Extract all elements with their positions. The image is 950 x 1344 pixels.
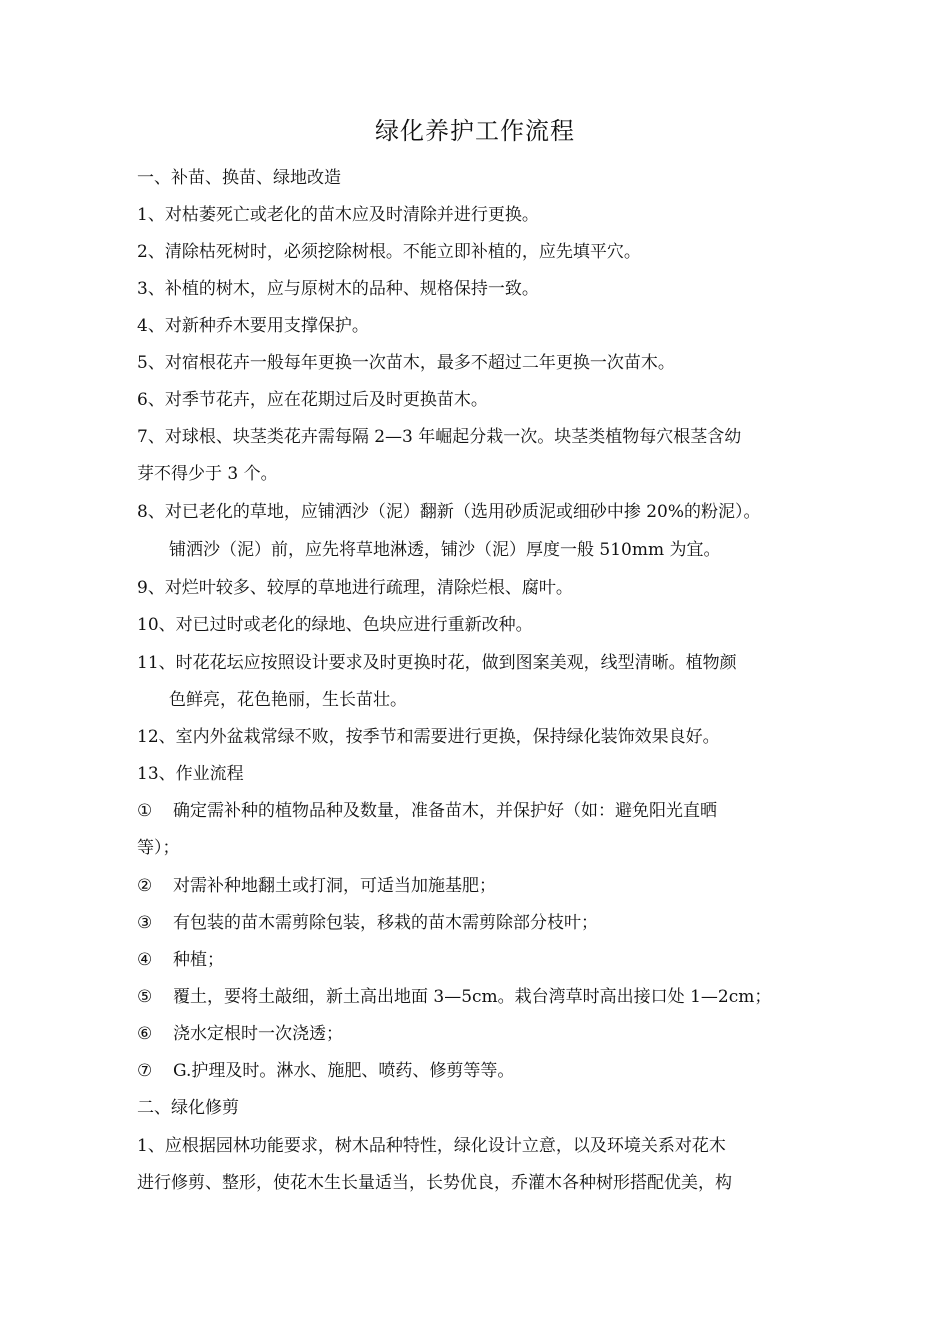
section-heading: 二、绿化修剪 bbox=[137, 1098, 239, 1118]
step-marker: ⑤ bbox=[137, 987, 153, 1007]
step-marker: ④ bbox=[137, 950, 153, 970]
paragraph-line: 进行修剪、整形，使花木生长量适当，长势优良，乔灌木各种树形搭配优美，构 bbox=[137, 1173, 732, 1193]
paragraph-line: 9、对烂叶较多、较厚的草地进行疏理，清除烂根、腐叶。 bbox=[137, 578, 573, 598]
step-item bbox=[137, 874, 496, 898]
paragraph-line: 13、作业流程 bbox=[137, 764, 244, 784]
step-marker: ① bbox=[137, 801, 153, 821]
step-text: 确定需补种的植物品种及数量，准备苗木，并保护好（如：避免阳光直晒 bbox=[173, 801, 717, 821]
paragraph-line: 12、室内外盆栽常绿不败，按季节和需要进行更换，保持绿化装饰效果良好。 bbox=[137, 727, 720, 747]
step-item bbox=[137, 1022, 343, 1046]
section-heading: 一、补苗、换苗、绿地改造 bbox=[137, 168, 341, 188]
step-text: G.护理及时。淋水、施肥、喷药、修剪等等。 bbox=[173, 1061, 515, 1081]
step-item bbox=[137, 836, 180, 860]
paragraph-line: 5、对宿根花卉一般每年更换一次苗木，最多不超过二年更换一次苗木。 bbox=[137, 353, 675, 373]
paragraph-line: 1、应根据园林功能要求，树木品种特性，绿化设计立意，以及环境关系对花木 bbox=[137, 1136, 726, 1156]
step-item bbox=[137, 985, 771, 1009]
paragraph-line: 10、对已过时或老化的绿地、色块应进行重新改种。 bbox=[137, 615, 533, 635]
paragraph-line: 芽不得少于 3 个。 bbox=[137, 464, 278, 484]
step-marker: ⑦ bbox=[137, 1061, 153, 1081]
step-text: 对需补种地翻土或打洞，可适当加施基肥； bbox=[173, 876, 496, 896]
step-item bbox=[137, 799, 717, 823]
paragraph-line: 7、对球根、块茎类花卉需每隔 2—3 年崛起分栽一次。块茎类植物每穴根茎含幼 bbox=[137, 427, 742, 447]
paragraph-line: 4、对新种乔木要用支撑保护。 bbox=[137, 316, 369, 336]
step-item bbox=[137, 1059, 514, 1083]
paragraph-line: 铺洒沙（泥）前，应先将草地淋透，铺沙（泥）厚度一般 510mm 为宜。 bbox=[169, 540, 721, 560]
step-text: 有包装的苗木需剪除包装，移栽的苗木需剪除部分枝叶； bbox=[173, 913, 598, 933]
paragraph-line: 色鲜亮，花色艳丽，生长苗壮。 bbox=[169, 690, 407, 710]
step-text: 覆土，要将土敲细，新土高出地面 3—5cm。栽台湾草时高出接口处 1—2cm； bbox=[173, 987, 772, 1007]
step-marker: ③ bbox=[137, 913, 153, 933]
step-marker: ⑥ bbox=[137, 1024, 153, 1044]
paragraph-line: 1、对枯萎死亡或老化的苗木应及时清除并进行更换。 bbox=[137, 205, 539, 225]
step-item bbox=[137, 911, 598, 935]
paragraph-line: 8、对已老化的草地，应铺洒沙（泥）翻新（选用砂质泥或细砂中掺 20%的粉泥）。 bbox=[137, 502, 761, 522]
step-item bbox=[137, 948, 224, 972]
step-text: 浇水定根时一次浇透； bbox=[173, 1024, 343, 1044]
paragraph-line: 2、清除枯死树时，必须挖除树根。不能立即补植的，应先填平穴。 bbox=[137, 242, 641, 262]
step-marker: ② bbox=[137, 876, 153, 896]
document-title: 绿化养护工作流程 bbox=[375, 117, 575, 145]
paragraph-line: 3、补植的树木，应与原树木的品种、规格保持一致。 bbox=[137, 279, 539, 299]
step-text: 种植； bbox=[173, 950, 224, 970]
paragraph-line: 6、对季节花卉，应在花期过后及时更换苗木。 bbox=[137, 390, 488, 410]
paragraph-line: 11、时花花坛应按照设计要求及时更换时花，做到图案美观，线型清晰。植物颜 bbox=[137, 653, 737, 673]
step-text: 等）； bbox=[137, 838, 180, 858]
